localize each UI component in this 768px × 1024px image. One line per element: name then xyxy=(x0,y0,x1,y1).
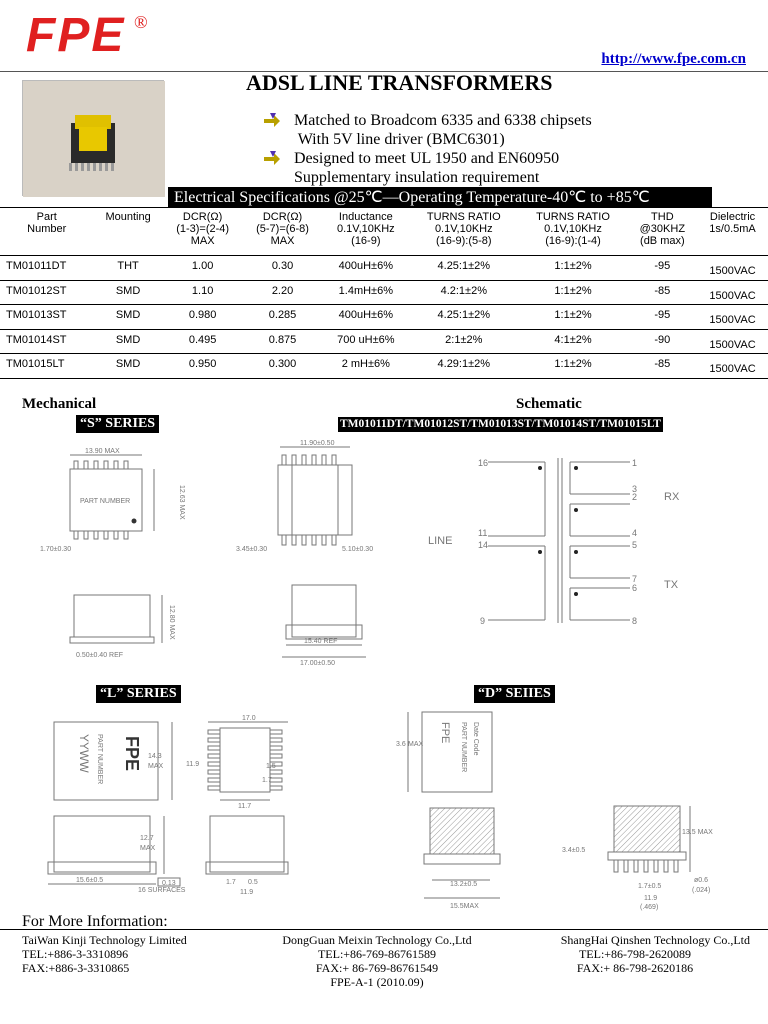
table-cell: 1500VAC xyxy=(697,329,768,354)
svg-text:2: 2 xyxy=(632,492,638,502)
table-cell: TM01014ST xyxy=(0,329,93,354)
column-header: TURNS RATIO 0.1V,10KHz (16-9):(1-4) xyxy=(518,208,627,256)
svg-text:15.5MAX: 15.5MAX xyxy=(450,903,479,910)
table-cell: 1:1±2% xyxy=(518,256,627,281)
svg-text:ø0.6: ø0.6 xyxy=(694,877,709,884)
svg-text:3.4±0.5: 3.4±0.5 xyxy=(562,847,586,854)
table-row xyxy=(0,354,768,379)
company-taiwan: TaiWan Kinji Technology Limited TEL:+886-3-3310896 FAX:+886-3-3310865 xyxy=(22,933,187,975)
table-cell: 1500VAC xyxy=(697,256,768,281)
feature-item: Designed to meet UL 1950 and EN60950 xyxy=(264,149,592,168)
svg-text:11.9: 11.9 xyxy=(186,761,200,768)
svg-text:PART NUMBER: PART NUMBER xyxy=(460,722,467,773)
svg-text:FPE: FPE xyxy=(122,736,142,772)
table-cell: -85 xyxy=(628,280,697,305)
company-shanghai: ShangHai Qinshen Technology Co.,Ltd TEL:+86-798-2620089 FAX:+ 86-798-2620186 xyxy=(560,933,750,975)
svg-text:(.024): (.024) xyxy=(692,887,711,894)
company-logo: FPE xyxy=(26,9,126,62)
svg-text:1.7±0.5: 1.7±0.5 xyxy=(638,883,662,890)
svg-text:MAX: MAX xyxy=(148,763,164,770)
table-row xyxy=(0,280,768,305)
l-series-drawing xyxy=(40,712,300,910)
table-cell: 0.980 xyxy=(163,305,243,330)
svg-text:8: 8 xyxy=(632,616,638,626)
website-link[interactable]: http://www.fpe.com.cn xyxy=(601,51,746,67)
svg-text:MAX: MAX xyxy=(408,741,424,748)
table-cell: TM01011DT xyxy=(0,256,93,281)
table-cell: SMD xyxy=(93,354,162,379)
svg-text:1: 1 xyxy=(632,458,638,468)
svg-text:1.5: 1.5 xyxy=(266,763,276,770)
table-cell: 1500VAC xyxy=(697,305,768,330)
feature-list: Matched to Broadcom 6335 and 6338 chipsets With 5V line driver (BMC6301) Designed to meet UL 1950 and EN60950 Supplementary insulation requirement xyxy=(264,111,592,187)
electrical-spec-bar: Electrical Specifications @25℃—Operating Temperature-40℃ to +85℃ xyxy=(168,187,712,208)
svg-text:0.50±0.40 REF: 0.50±0.40 REF xyxy=(76,652,124,659)
svg-text:5.10±0.30: 5.10±0.30 xyxy=(342,546,374,553)
svg-text:12.7: 12.7 xyxy=(140,835,154,842)
svg-text:13.2±0.5: 13.2±0.5 xyxy=(450,881,478,888)
svg-text:6: 6 xyxy=(632,583,638,593)
schematic-parts-label: TM01011DT/TM01012ST/TM01013ST/TM01014ST/TM01015LT xyxy=(340,418,661,430)
svg-text:1.70±0.30: 1.70±0.30 xyxy=(40,546,72,553)
company-dongguan: DongGuan Meixin Technology Co.,Ltd TEL:+86-769-86761589 FAX:+ 86-769-86761549 FPE-A-1 (2010.09) xyxy=(252,933,502,989)
svg-text:16: 16 xyxy=(478,458,489,468)
table-cell: 0.30 xyxy=(243,256,323,281)
table-cell: 0.495 xyxy=(163,329,243,354)
table-cell: 4:1±2% xyxy=(518,329,627,354)
svg-text:16 SURFACES: 16 SURFACES xyxy=(138,887,186,894)
table-cell: TM01013ST xyxy=(0,305,93,330)
table-cell: TM01012ST xyxy=(0,280,93,305)
svg-text:11.7: 11.7 xyxy=(238,803,252,810)
table-cell: -85 xyxy=(628,354,697,379)
svg-text:1.7: 1.7 xyxy=(262,777,272,784)
svg-text:9: 9 xyxy=(480,616,486,626)
d-series-drawing xyxy=(392,708,732,910)
svg-text:(.469): (.469) xyxy=(640,904,659,911)
svg-text:15.6±0.5: 15.6±0.5 xyxy=(76,877,104,884)
table-cell: 1:1±2% xyxy=(518,280,627,305)
svg-text:4: 4 xyxy=(632,528,638,538)
table-cell: 2:1±2% xyxy=(409,329,518,354)
table-cell: 2.20 xyxy=(243,280,323,305)
svg-text:MAX: MAX xyxy=(140,845,156,852)
table-cell: 4.29:1±2% xyxy=(409,354,518,379)
column-header: DCR(Ω) (5-7)=(6-8) MAX xyxy=(243,208,323,256)
registered-mark: ® xyxy=(134,12,148,32)
svg-text:15.40 REF: 15.40 REF xyxy=(304,638,338,645)
svg-text:7: 7 xyxy=(632,574,638,584)
column-header: Dielectric 1s/0.5mA xyxy=(697,208,768,256)
svg-text:12.80 MAX: 12.80 MAX xyxy=(168,605,175,640)
svg-text:11: 11 xyxy=(478,528,488,538)
svg-text:5: 5 xyxy=(632,540,638,550)
svg-text:14.3: 14.3 xyxy=(148,753,162,760)
table-header-row xyxy=(0,208,768,256)
svg-text:11.9: 11.9 xyxy=(240,889,254,896)
svg-text:14: 14 xyxy=(478,540,489,550)
column-header: DCR(Ω) (1-3)=(2-4) MAX xyxy=(163,208,243,256)
s-series-label: “S” SERIES xyxy=(76,415,159,433)
arrow-bullet-icon xyxy=(264,151,280,165)
schematic-heading: Schematic xyxy=(516,396,582,412)
table-cell: -95 xyxy=(628,256,697,281)
table-cell: SMD xyxy=(93,280,162,305)
table-cell: 400uH±6% xyxy=(322,305,409,330)
column-header: Part Number xyxy=(0,208,93,256)
table-cell: 4.25:1±2% xyxy=(409,256,518,281)
column-header: Inductance 0.1V,10KHz (16-9) xyxy=(322,208,409,256)
svg-text:0.5: 0.5 xyxy=(248,879,258,886)
table-cell: SMD xyxy=(93,329,162,354)
column-header: TURNS RATIO 0.1V,10KHz (16-9):(5-8) xyxy=(409,208,518,256)
d-series-label: “D” SEIIES xyxy=(474,685,555,703)
page-title: ADSL LINE TRANSFORMERS xyxy=(246,70,553,95)
footer-heading: For More Information: xyxy=(22,913,168,930)
table-row xyxy=(0,256,768,281)
table-cell: 4.25:1±2% xyxy=(409,305,518,330)
svg-text:11.90±0.50: 11.90±0.50 xyxy=(300,440,335,447)
l-series-label: “L” SERIES xyxy=(96,685,181,703)
table-cell: 700 uH±6% xyxy=(322,329,409,354)
svg-text:3: 3 xyxy=(632,484,638,494)
table-row xyxy=(0,305,768,330)
spec-table xyxy=(0,207,768,379)
table-cell: -95 xyxy=(628,305,697,330)
table-cell: 0.285 xyxy=(243,305,323,330)
svg-text:13.5 MAX: 13.5 MAX xyxy=(682,829,713,836)
svg-text:Date Code: Date Code xyxy=(472,722,479,756)
svg-text:17.00±0.50: 17.00±0.50 xyxy=(300,660,335,667)
doc-code: FPE-A-1 (2010.09) xyxy=(330,975,424,989)
table-cell: 1.10 xyxy=(163,280,243,305)
table-cell: 1.00 xyxy=(163,256,243,281)
column-header: THD @30KHZ (dB max) xyxy=(628,208,697,256)
table-cell: 400uH±6% xyxy=(322,256,409,281)
table-cell: THT xyxy=(93,256,162,281)
s-series-drawing xyxy=(30,440,470,670)
arrow-bullet-icon xyxy=(264,113,280,127)
svg-text:3.45±0.30: 3.45±0.30 xyxy=(236,546,268,553)
mechanical-heading: Mechanical xyxy=(22,396,97,412)
svg-text:12.63 MAX: 12.63 MAX xyxy=(178,485,185,520)
table-cell: 4.2:1±2% xyxy=(409,280,518,305)
svg-text:PART NUMBER: PART NUMBER xyxy=(80,498,131,505)
svg-text:LINE: LINE xyxy=(428,535,453,547)
table-cell: 1.4mH±6% xyxy=(322,280,409,305)
svg-text:PART NUMBER: PART NUMBER xyxy=(96,734,103,785)
svg-text:13.90 MAX: 13.90 MAX xyxy=(85,448,120,455)
svg-text:17.0: 17.0 xyxy=(242,715,256,722)
svg-text:1.7: 1.7 xyxy=(226,879,236,886)
table-cell: 0.875 xyxy=(243,329,323,354)
svg-text:11.9: 11.9 xyxy=(644,895,658,902)
feature-item: Matched to Broadcom 6335 and 6338 chipsets xyxy=(264,111,592,130)
svg-text:FPE: FPE xyxy=(439,722,451,744)
product-photo xyxy=(22,80,164,196)
table-cell: SMD xyxy=(93,305,162,330)
table-cell: 0.950 xyxy=(163,354,243,379)
svg-text:YYWW: YYWW xyxy=(77,734,91,773)
table-cell: 1500VAC xyxy=(697,354,768,379)
svg-text:RX: RX xyxy=(664,491,680,503)
table-cell: -90 xyxy=(628,329,697,354)
column-header: Mounting xyxy=(93,208,162,256)
table-cell: 1:1±2% xyxy=(518,305,627,330)
table-cell: TM01015LT xyxy=(0,354,93,379)
table-cell: 2 mH±6% xyxy=(322,354,409,379)
table-row xyxy=(0,329,768,354)
footer-divider xyxy=(0,929,768,930)
table-cell: 1:1±2% xyxy=(518,354,627,379)
svg-text:TX: TX xyxy=(664,579,679,591)
schematic-diagram xyxy=(420,448,720,633)
svg-text:3.6: 3.6 xyxy=(396,741,406,748)
table-cell: 0.300 xyxy=(243,354,323,379)
svg-text:0.13: 0.13 xyxy=(162,880,176,887)
table-cell: 1500VAC xyxy=(697,280,768,305)
